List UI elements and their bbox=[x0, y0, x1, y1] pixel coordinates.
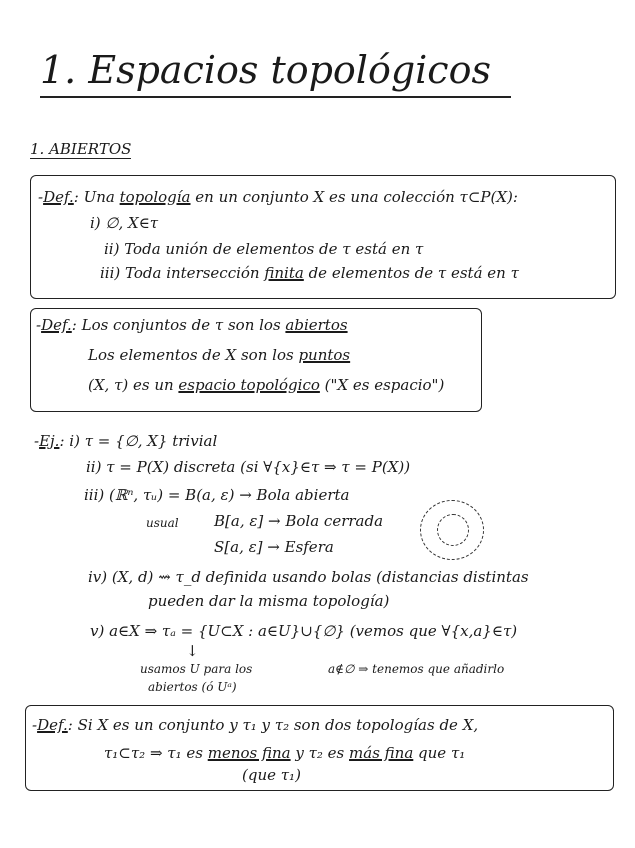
example-3-closed-ball: B[a, ε] → Bola cerrada bbox=[214, 512, 384, 530]
example-4: iv) (X, d) ⇝ τ_d definida usando bolas (distancias distintas bbox=[88, 568, 529, 586]
def-finer-line-3: (que τ₁) bbox=[242, 766, 301, 784]
example-5: v) a∈X ⇒ τₐ = {U⊂X : a∈U}∪{∅} (vemos que ∀{x,a}∈τ) bbox=[90, 622, 518, 640]
axiom-1: i) ∅, X∈τ bbox=[90, 214, 159, 232]
example-3-sphere: S[a, ε] → Esfera bbox=[214, 538, 334, 556]
def-finer-line-1: -Def.: Si X es un conjunto y τ₁ y τ₂ son dos topologías de X, bbox=[32, 716, 479, 734]
page-title: 1. Espacios topológicos bbox=[40, 48, 511, 98]
section-heading: 1. ABIERTOS bbox=[30, 140, 132, 158]
example-3-usual: usual bbox=[146, 516, 179, 530]
def-topology-line: -Def.: Una topología en un conjunto X es una colección τ⊂P(X): bbox=[38, 188, 518, 206]
arrow-down-icon: ↓ bbox=[186, 642, 199, 660]
example-2: ii) τ = P(X) discreta (si ∀{x}∈τ ⇒ τ = P(X)) bbox=[86, 458, 411, 476]
ball-diagram-inner bbox=[437, 514, 469, 546]
example-5-note-b: abiertos (ó Uᵃ) bbox=[148, 680, 237, 694]
example-5-note-a: usamos U para los bbox=[140, 662, 253, 676]
example-5-note-c: a∉∅ ⇒ tenemos que añadirlo bbox=[328, 662, 505, 676]
axiom-3: iii) Toda intersección finita de elementos de τ está en τ bbox=[100, 264, 519, 282]
def-points-line: Los elementos de X son los puntos bbox=[88, 346, 351, 364]
def-space-line: (X, τ) es un espacio topológico ("X es espacio") bbox=[88, 376, 445, 394]
axiom-2: ii) Toda unión de elementos de τ está en τ bbox=[104, 240, 424, 258]
def-open-sets-line: -Def.: Los conjuntos de τ son los abiertos bbox=[36, 316, 348, 334]
example-4-cont: pueden dar la misma topología) bbox=[148, 592, 390, 610]
example-1: -Ej.: i) τ = {∅, X} trivial bbox=[34, 432, 218, 450]
def-finer-line-2: τ₁⊂τ₂ ⇒ τ₁ es menos fina y τ₂ es más fina que τ₁ bbox=[104, 744, 466, 762]
example-3: iii) (ℝⁿ, τᵤ) = B(a, ε) → Bola abierta bbox=[84, 486, 350, 504]
